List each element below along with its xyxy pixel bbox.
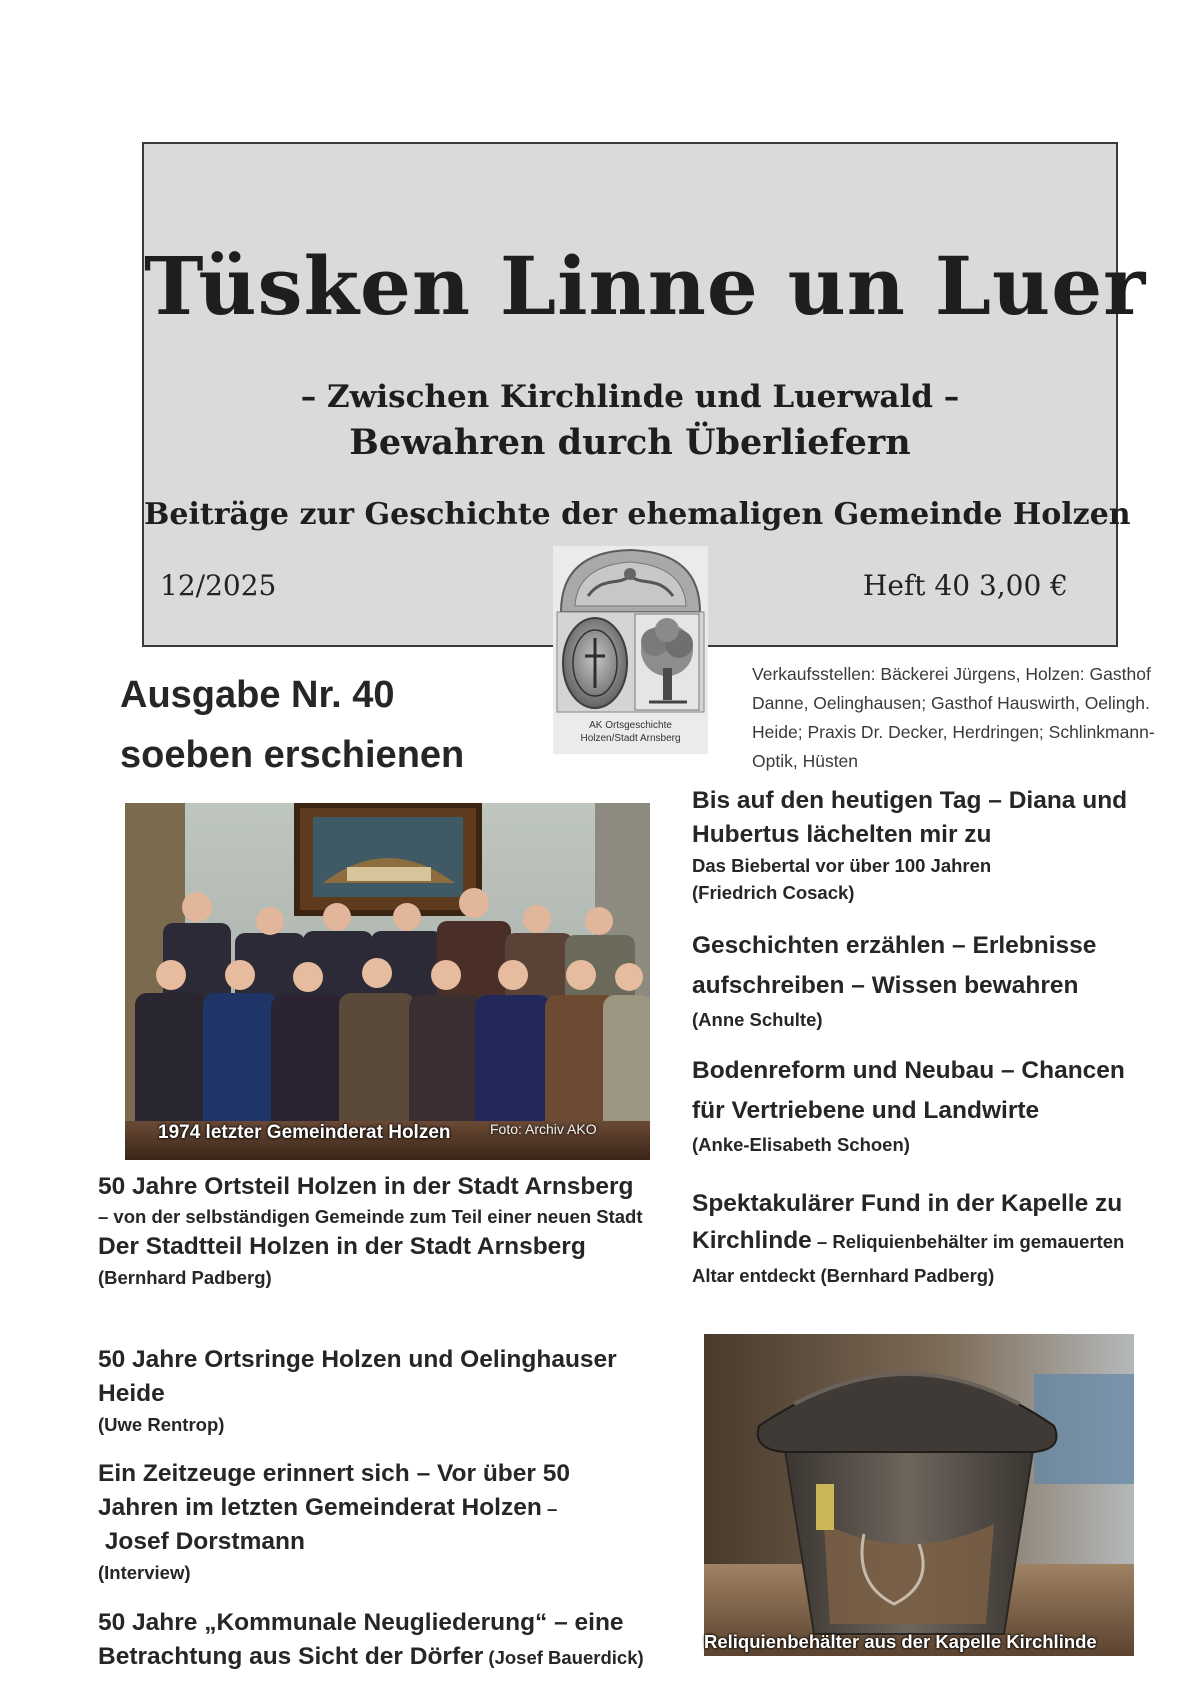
article-title-2: Der Stadtteil Holzen in der Stadt Arnsberg — [98, 1233, 586, 1260]
article-title-line1: Ein Zeitzeuge erinnert sich – Vor über 50 — [98, 1460, 570, 1487]
group-photo-credit: Foto: Archiv AKO — [490, 1121, 597, 1137]
headline-published: soeben erschienen — [120, 734, 465, 776]
article-author: (Interview) — [98, 1562, 191, 1583]
seal-caption-line2: Holzen/Stadt Arnsberg — [580, 733, 681, 744]
article-title: Bis auf den heutigen Tag – Diana und Hubertus lächelten mir zu — [692, 787, 1128, 848]
article-author: (Josef Bauerdick) — [483, 1647, 644, 1668]
article-title-dash: – — [541, 1498, 558, 1519]
seal-emblem-icon — [553, 546, 708, 716]
article-title: Bodenreform und Neubau – Chancen für Vertriebene und Landwirte — [692, 1057, 1125, 1124]
article-subtitle: – Reliquienbehälter im gemauerten Altar entdeckt (Bernhard Padberg) — [692, 1231, 1125, 1286]
subtitle-line2: Bewahren durch Überliefern — [349, 422, 911, 463]
article-title: 50 Jahre Ortsringe Holzen und Oelinghauser Heide — [98, 1346, 617, 1407]
article-50-jahre-ortsteil — [98, 1170, 658, 1291]
issue-number-price: Heft 40 3,00 € — [862, 569, 1068, 602]
article-author: (Anne Schulte) — [692, 1009, 823, 1030]
article-geschichten-erzaehlen — [692, 926, 1162, 1033]
article-title: 50 Jahre Ortsteil Holzen in der Stadt Arnsberg — [98, 1173, 634, 1200]
council-group-photo-image — [125, 803, 650, 1160]
seal-caption-line1: AK Ortsgeschichte — [589, 720, 672, 731]
article-kommunale-neugliederung — [98, 1606, 678, 1674]
article-title: Geschichten erzählen – Erlebnisse aufschreiben – Wissen bewahren — [692, 932, 1097, 999]
group-photo — [125, 803, 650, 1160]
article-bodenreform — [692, 1051, 1162, 1158]
group-photo-caption: 1974 letzter Gemeinderat Holzen — [158, 1122, 451, 1143]
article-spektakulaerer-fund — [692, 1184, 1162, 1295]
article-author: (Anke-Elisabeth Schoen) — [692, 1134, 910, 1155]
subtitle-line3: Beiträge zur Geschichte der ehemaligen Gemeinde Holzen — [144, 497, 1131, 532]
article-title: 50 Jahre „Kommunale Neugliederung“ – eine Betrachtung aus Sicht der Dörfer — [98, 1609, 624, 1670]
article-title-kirchlinde: Kirchlinde — [692, 1227, 812, 1254]
article-subtitle: Das Biebertal vor über 100 Jahren — [692, 855, 992, 876]
article-subtitle: – von der selbständigen Gemeinde zum Teil einer neuen Stadt — [98, 1206, 643, 1227]
sales-points: Verkaufsstellen: Bäckerei Jürgens, Holzen: Gasthof Danne, Oelinghausen; Gasthof Hauswirth, Oelingh. Heide; Praxis Dr. Decker, Herdringen; Schlinkmann-Optik, Hüsten — [752, 664, 1155, 771]
relic-photo — [704, 1334, 1134, 1656]
publication-title: Tüsken Linne un Luer — [144, 239, 1147, 333]
article-author: (Bernhard Padberg) — [98, 1267, 272, 1288]
society-seal-logo — [553, 546, 708, 754]
article-ortsringe — [98, 1343, 658, 1438]
issue-date: 12/2025 — [160, 569, 277, 602]
article-diana-hubertus — [692, 784, 1162, 906]
headline-issue-number: Ausgabe Nr. 40 — [120, 674, 395, 716]
article-title-line2: Jahren im letzten Gemeinderat Holzen — [98, 1494, 542, 1521]
relic-photo-caption: Reliquienbehälter aus der Kapelle Kirchlinde — [704, 1631, 1097, 1652]
article-author: (Uwe Rentrop) — [98, 1414, 225, 1435]
reliquary-container-image — [704, 1334, 1134, 1656]
seal-caption — [553, 719, 708, 745]
article-author: (Friedrich Cosack) — [692, 882, 855, 903]
article-title: Spektakulärer Fund in der Kapelle zu — [692, 1190, 1123, 1217]
article-title-line3: Josef Dorstmann — [98, 1528, 305, 1555]
article-zeitzeuge — [98, 1457, 658, 1586]
subtitle-line1: – Zwischen Kirchlinde und Luerwald – — [300, 379, 960, 415]
